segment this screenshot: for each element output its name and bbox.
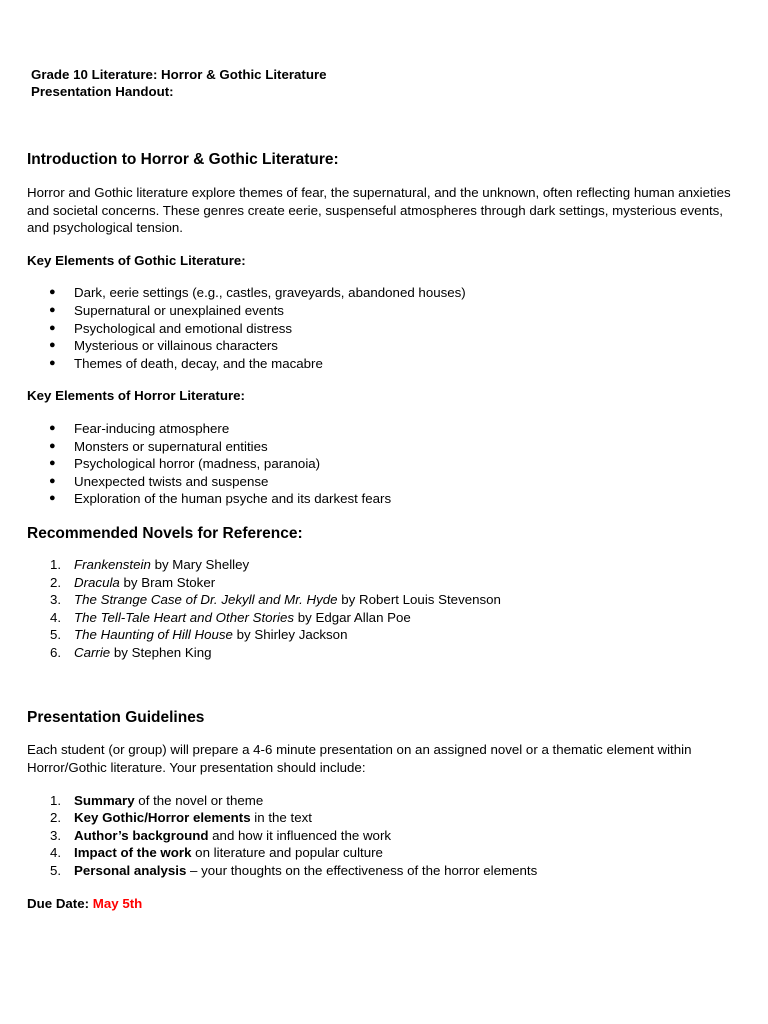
list-item: 4. Impact of the work on literature and popular culture <box>50 845 383 861</box>
guidelines-heading: Presentation Guidelines <box>27 709 205 727</box>
guidelines-paragraph: Each student (or group) will prepare a 4-6 minute presentation on an assigned novel or a thematic element within Horror/Gothic literature. Your presentation should include: <box>27 742 692 776</box>
list-item: 5. The Haunting of Hill House by Shirley Jackson <box>50 627 348 643</box>
list-item: 6. Carrie by Stephen King <box>50 644 212 660</box>
list-item: ● Psychological horror (madness, paranoia) <box>49 456 321 472</box>
list-item: 3. Author’s background and how it influenced the work <box>50 827 392 843</box>
horror-list <box>27 420 743 508</box>
gothic-list <box>27 284 743 372</box>
due-date <box>27 895 743 913</box>
list-item: 1. Summary of the novel or theme <box>50 792 264 808</box>
list-item: ● Supernatural or unexplained events <box>49 302 284 318</box>
intro-heading: Introduction to Horror & Gothic Literature: <box>27 151 339 168</box>
list-item: 1. Frankenstein by Mary Shelley <box>50 556 250 572</box>
horror-heading: Key Elements of Horror Literature: <box>27 388 245 404</box>
list-item: 3. The Strange Case of Dr. Jekyll and Mr. Hyde by Robert Louis Stevenson <box>50 592 501 608</box>
list-item: ● Monsters or supernatural entities <box>49 438 268 454</box>
due-date-label: Due Date: <box>27 895 93 911</box>
header-line-handout: Presentation Handout: <box>31 84 174 99</box>
list-item: ● Exploration of the human psyche and its darkest fears <box>49 491 392 507</box>
intro-paragraph: Horror and Gothic literature explore themes of fear, the supernatural, and the unknown, often reflecting human anxieties and societal concerns. These genres create eerie, suspenseful atmospheres through dark settings, mysterious events, and psychological tension. <box>27 185 731 236</box>
list-item: ● Psychological and emotional distress <box>49 320 293 336</box>
list-item: ● Unexpected twists and suspense <box>49 473 269 489</box>
due-date-value: May 5th <box>92 895 143 911</box>
list-item: 2. Key Gothic/Horror elements in the text <box>50 810 312 826</box>
novels-list <box>27 556 743 662</box>
list-item: 4. The Tell-Tale Heart and Other Stories by Edgar Allan Poe <box>50 609 411 625</box>
list-item: ● Fear-inducing atmosphere <box>49 420 230 436</box>
list-item: 2. Dracula by Bram Stoker <box>50 574 216 590</box>
list-item: ● Dark, eerie settings (e.g., castles, graveyards, abandoned houses) <box>49 285 466 301</box>
list-item: ● Themes of death, decay, and the macabre <box>49 355 323 371</box>
list-item: 5. Personal analysis – your thoughts on the effectiveness of the horror elements <box>50 863 538 879</box>
list-item: ● Mysterious or villainous characters <box>49 338 278 354</box>
header-line-course: Grade 10 Literature: Horror & Gothic Literature <box>31 67 327 82</box>
guidelines-list <box>27 792 743 880</box>
novels-heading: Recommended Novels for Reference: <box>27 524 303 542</box>
handout-content <box>27 149 743 912</box>
gothic-heading: Key Elements of Gothic Literature: <box>27 252 246 268</box>
